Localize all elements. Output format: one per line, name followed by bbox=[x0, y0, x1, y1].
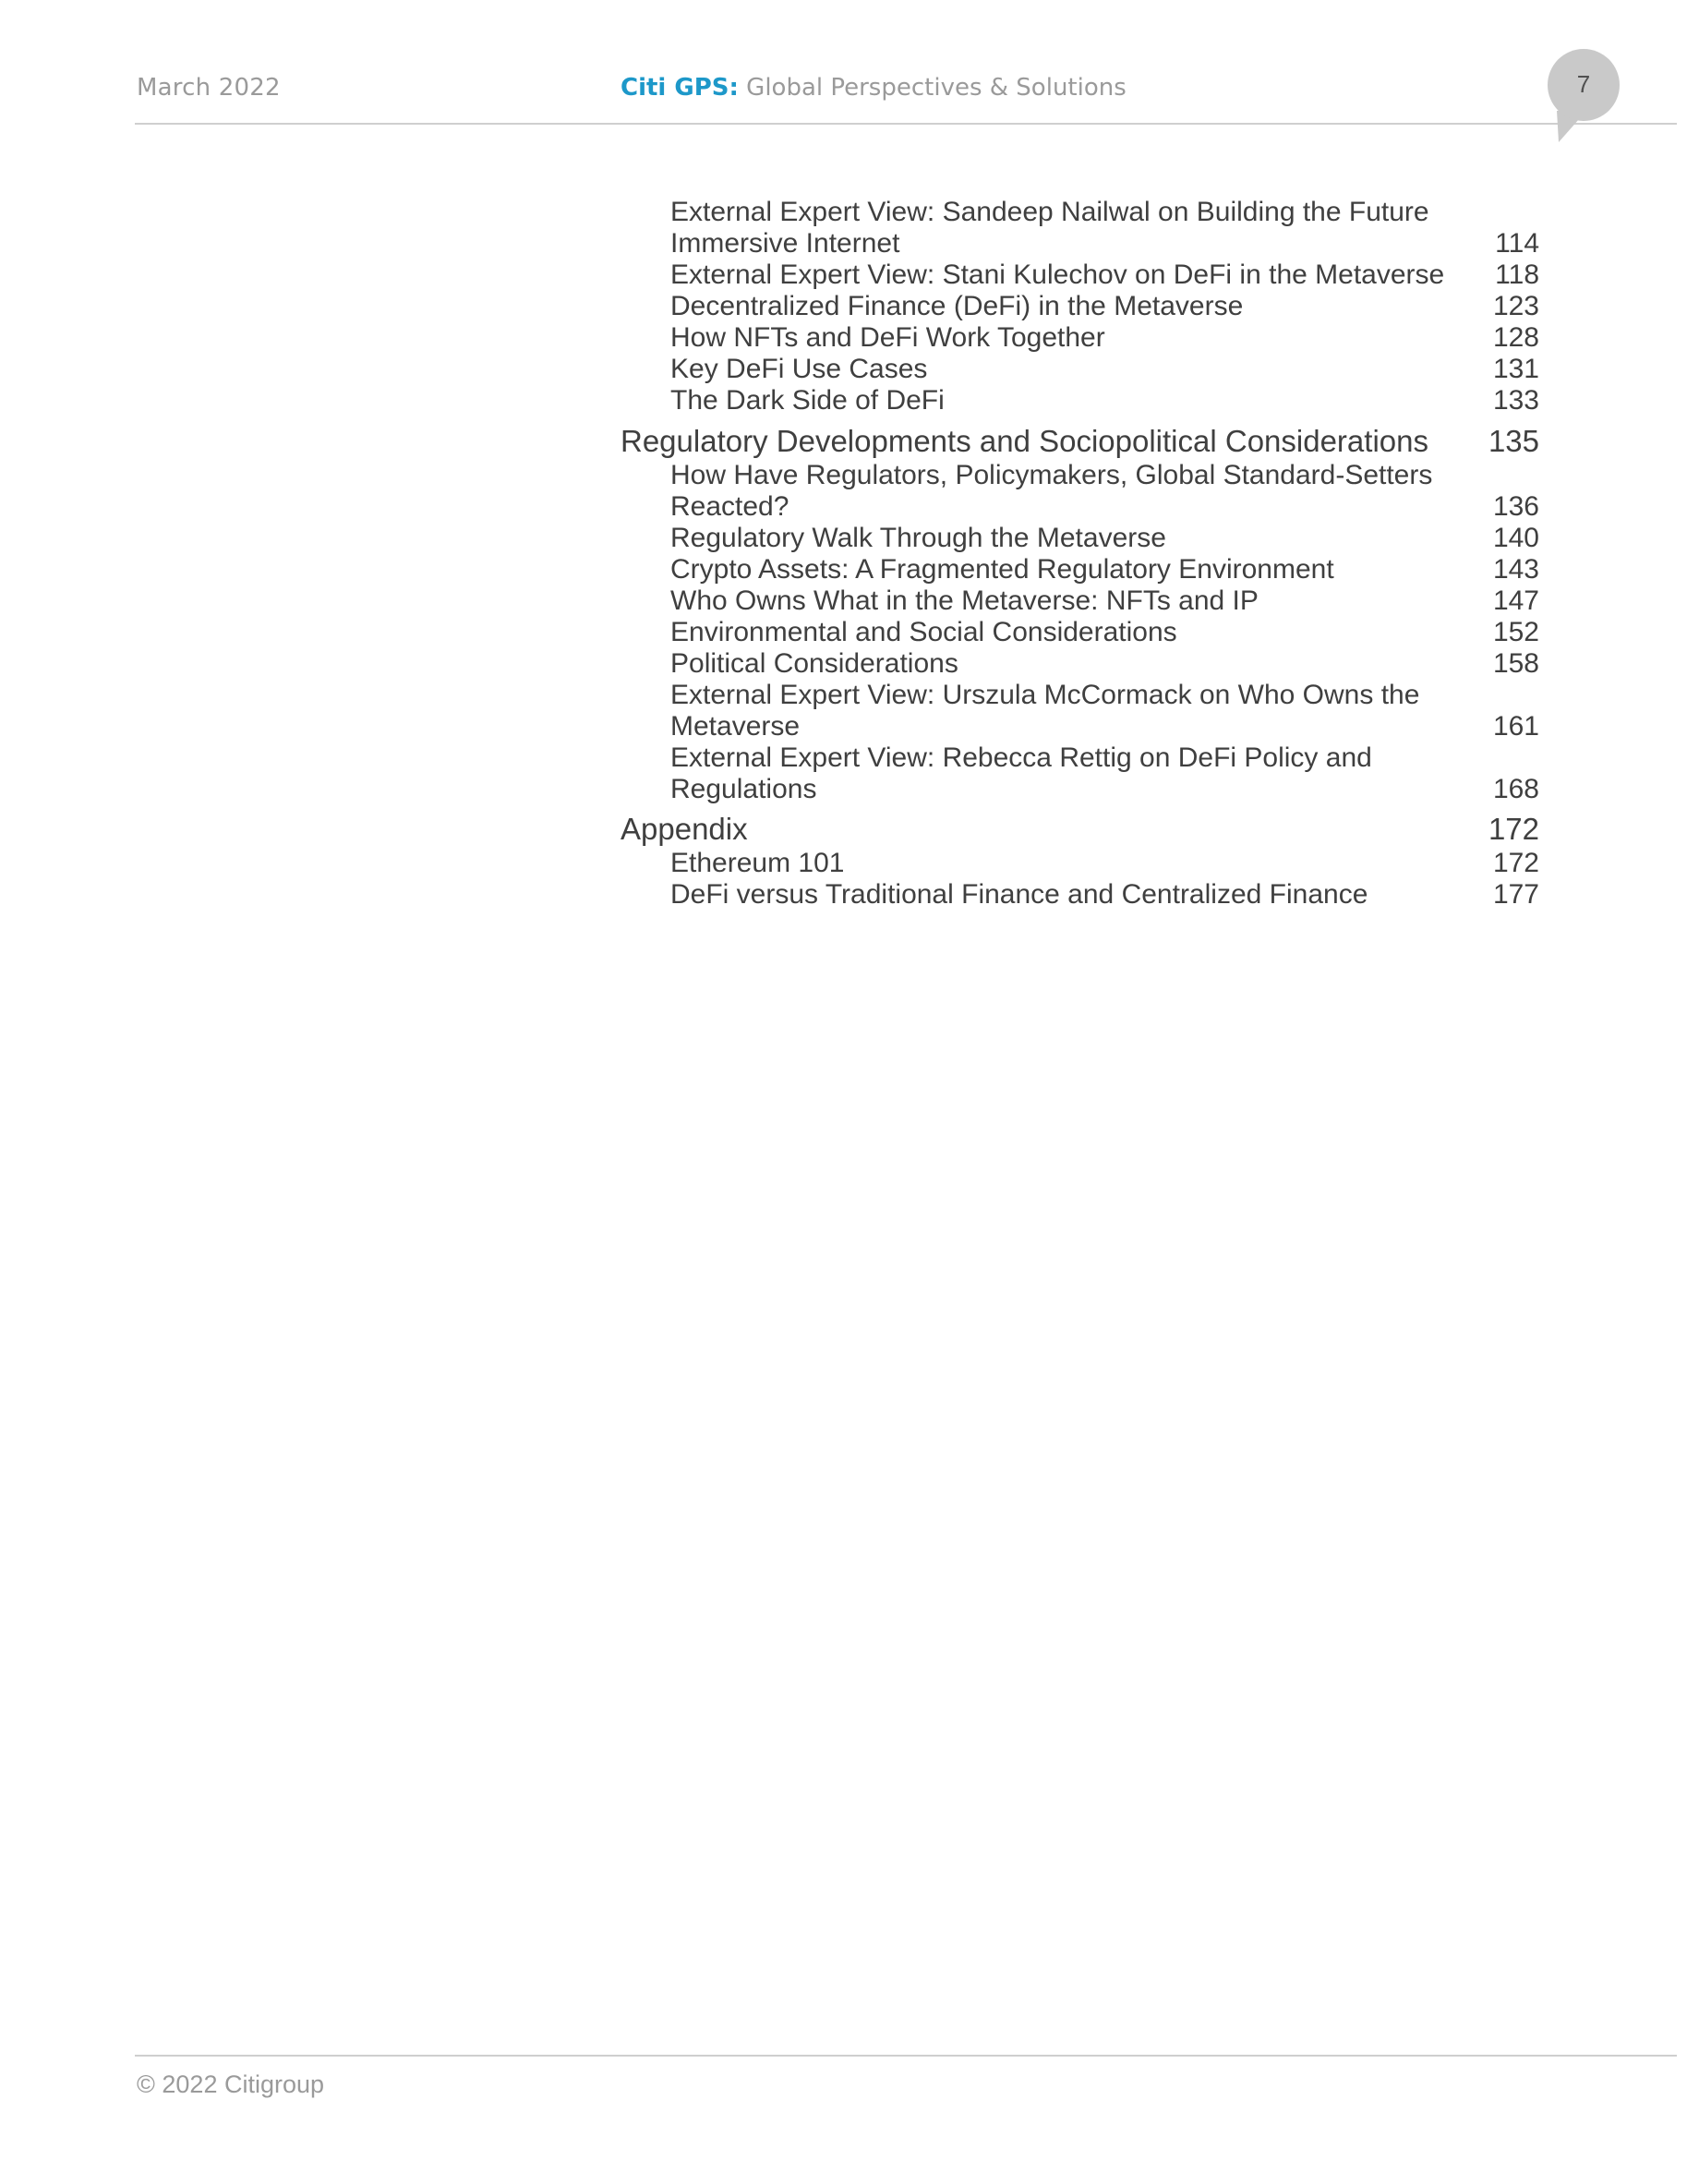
toc-entry-page: 131 bbox=[1492, 354, 1539, 384]
toc-entry-title: External Expert View: Stani Kulechov on DeFi in the Metaverse bbox=[670, 259, 1445, 290]
toc-entry-title: Regulatory Walk Through the Metaverse bbox=[670, 523, 1166, 553]
toc-entry-title: External Expert View: Rebecca Rettig on DeFi Policy and bbox=[670, 742, 1372, 773]
toc-entry-title: Ethereum 101 bbox=[670, 848, 845, 878]
toc-entry-title: The Dark Side of DeFi bbox=[670, 385, 945, 416]
toc-entry-page: 118 bbox=[1495, 259, 1539, 290]
header-publication-title bbox=[621, 74, 1127, 102]
toc-section-page: 172 bbox=[1488, 812, 1539, 846]
header-divider bbox=[135, 123, 1677, 125]
toc-entry-page: 128 bbox=[1492, 322, 1539, 353]
toc-entry-page: 158 bbox=[1492, 648, 1539, 679]
toc-entry-page: 177 bbox=[1492, 879, 1539, 910]
toc-entry-page: 136 bbox=[1492, 491, 1539, 522]
toc-entry-page: 123 bbox=[1492, 291, 1539, 321]
toc-entry-title: Regulations bbox=[670, 774, 817, 804]
toc-entry-title: How Have Regulators, Policymakers, Global Standard-Setters bbox=[670, 460, 1433, 490]
toc-entry-page: 140 bbox=[1492, 523, 1539, 553]
toc-entry-page: 161 bbox=[1492, 711, 1539, 742]
toc-entry-title: External Expert View: Sandeep Nailwal on Building the Future bbox=[670, 197, 1429, 227]
toc-entry-title: DeFi versus Traditional Finance and Centralized Finance bbox=[670, 879, 1368, 910]
toc-entry-page: 114 bbox=[1495, 228, 1539, 259]
footer-copyright: © 2022 Citigroup bbox=[137, 2070, 325, 2098]
toc-entry-title: Metaverse bbox=[670, 711, 801, 742]
toc-entry-title: Crypto Assets: A Fragmented Regulatory Environment bbox=[670, 554, 1334, 585]
toc-entry-title: How NFTs and DeFi Work Together bbox=[670, 322, 1105, 353]
footer-divider bbox=[135, 2055, 1677, 2057]
toc-entry-title: Decentralized Finance (DeFi) in the Metaverse bbox=[670, 291, 1244, 321]
toc-entry-title: Environmental and Social Considerations bbox=[670, 617, 1177, 647]
toc-entry-title: Key DeFi Use Cases bbox=[670, 354, 928, 384]
page-number-badge: 7 bbox=[1548, 49, 1620, 121]
toc-section-title: Appendix bbox=[621, 812, 748, 846]
toc-entry-title: Immersive Internet bbox=[670, 228, 900, 259]
toc-section-title: Regulatory Developments and Sociopolitical Considerations bbox=[621, 424, 1428, 458]
toc-entry-page: 133 bbox=[1492, 385, 1539, 416]
toc-entry-page: 168 bbox=[1492, 774, 1539, 804]
toc-entry-page: 172 bbox=[1492, 848, 1539, 878]
toc-entry-title: External Expert View: Urszula McCormack on Who Owns the bbox=[670, 680, 1420, 710]
toc-entry-page: 143 bbox=[1492, 554, 1539, 585]
toc-entry-title: Reacted? bbox=[670, 491, 789, 522]
header-subtitle: Global Perspectives & Solutions bbox=[738, 74, 1127, 102]
toc-entry-title: Who Owns What in the Metaverse: NFTs and IP bbox=[670, 585, 1259, 616]
toc-entry-page: 147 bbox=[1492, 585, 1539, 616]
toc-entry-page: 152 bbox=[1492, 617, 1539, 647]
toc-section-page: 135 bbox=[1488, 424, 1539, 458]
header-brand: Citi GPS: bbox=[621, 74, 739, 102]
header-date: March 2022 bbox=[137, 74, 281, 102]
toc-entry-title: Political Considerations bbox=[670, 648, 958, 679]
